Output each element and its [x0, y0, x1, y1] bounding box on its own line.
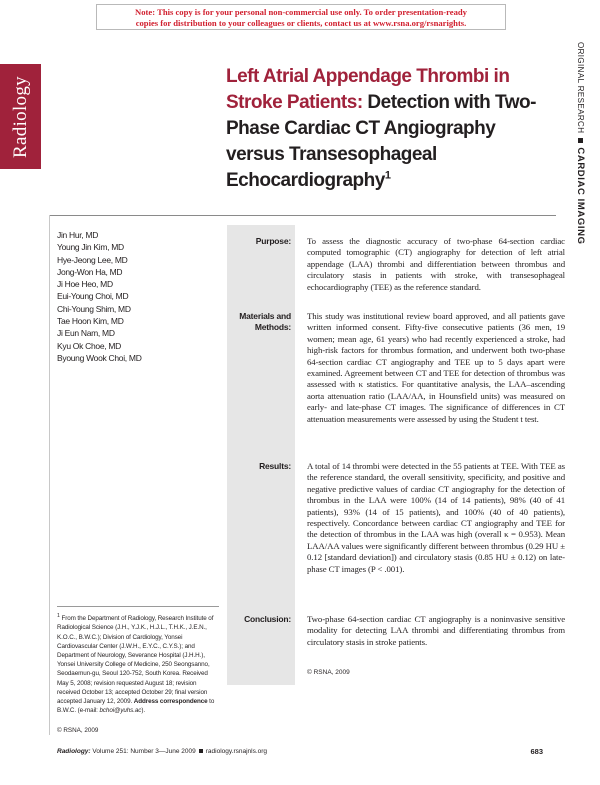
purpose-text: To assess the diagnostic accuracy of two-phase 64-section cardiac computed tomographic (CT) angiography for detection of left atrial appendage (LAA) thrombi and differentiation between thrombus and circulatory stasis in patients with stroke, with transesophageal echocardiography (TEE) as the reference standard. — [307, 236, 565, 292]
footnote-close: ). — [141, 707, 145, 715]
article-category-label — [566, 42, 590, 252]
author-item: Tae Hoon Kim, MD — [57, 316, 124, 327]
results-text: A total of 14 thrombi were detected in the 55 patients at TEE. With TEE as the reference standard, the overall sensitivity, specificity, and positive and negative predictive values of cardiac CT angiography for the detection of thrombus in the LAA were 100% (14 of 14 patients), 98% (40 of 41 patients), 93% (14 of 15 patients), and 100% (40 of 40 patients), respectively. Concordance between cardiac CT angiography and TEE for the detection of thrombus in the LAA was high (overall κ = 0.953). Mean LAA/AA values were significantly different between thrombus (0.29 HU ± 0.12 [standard deviation]) and circulatory stasis (0.85 HU ± 0.12) on late-phase CT images (P < .001). — [307, 461, 565, 574]
section-text: CARDIAC IMAGING — [575, 147, 586, 245]
title-rest: Detection with Two-Phase Cardiac CT Angiography versus Transesophageal Echocardiography — [226, 92, 536, 191]
square-bullet-icon — [199, 749, 203, 753]
results-heading: Results: — [259, 461, 291, 471]
author-item: Young Jin Kim, MD — [57, 242, 124, 253]
notice-line-1: Note: This copy is for your personal non-commercial use only. To order presentation-ready — [135, 7, 467, 17]
article-title — [226, 64, 556, 194]
header-divider — [49, 215, 556, 216]
author-item: Eui-Young Choi, MD — [57, 291, 129, 302]
author-item: Kyu Ok Choe, MD — [57, 340, 121, 351]
purpose-heading: Purpose: — [255, 236, 291, 246]
methods-heading-line-1: Materials and — [239, 311, 291, 321]
footer-citation: Volume 251: Number 3—June 2009 — [92, 748, 196, 755]
footnote-rule — [57, 606, 219, 607]
square-bullet-icon — [578, 138, 583, 143]
correspondence-label: Address correspondence — [133, 697, 208, 705]
category-text: ORIGINAL RESEARCH — [576, 42, 585, 134]
footnote-copyright: © RSNA, 2009 — [57, 727, 99, 734]
author-item: Ji Hoe Heo, MD — [57, 279, 113, 290]
personal-use-notice — [96, 4, 506, 30]
notice-line-2: copies for distribution to your colleagues or clients, contact us at www.rsna.org/rsnarights. — [135, 18, 467, 28]
conclusion-text: Two-phase 64-section cardiac CT angiography is a noninvasive sensitive modality for detecting LAA thrombi and differentiating thrombus from circulatory stasis in stroke patients. — [307, 614, 565, 647]
journal-tab-label: Radiology — [9, 75, 31, 158]
conclusion-heading: Conclusion: — [244, 614, 291, 624]
author-item: Byoung Wook Choi, MD — [57, 352, 142, 363]
left-column-rule — [49, 215, 50, 735]
author-item: Ji Eun Nam, MD — [57, 328, 115, 339]
title-footnote-marker: 1 — [384, 169, 391, 182]
footer-journal-name: Radiology: — [57, 748, 91, 755]
journal-tab — [0, 64, 41, 169]
title-bold: Left Atrial Appendage Thrombi in Stroke Patients: — [226, 66, 510, 113]
affiliation-footnote — [57, 612, 219, 715]
footnote-marker: 1 — [57, 613, 60, 619]
methods-heading-line-2: Methods: — [254, 322, 291, 332]
correspondence-text: to B.W.C. (e-mail: — [57, 697, 215, 715]
footnote-text: From the Department of Radiology, Research Institute of Radiological Science (J.H., Y.J.K., H.J.L., T.H.K., J.E.N., K.O.C., B.W.C.); Division of Cardiology, Yonsei Cardiovascular Center (J.W.H., E.Y.C., C.Y.S.); and Department of Neurology, Severance Hospital (J.H.H.), Yonsei University College of Medicine, 250 Seongsanno, Seodaemun-gu, Seoul 120-752, South Korea. Received May 5, 2008; revision requested August 18; revision received October 13; accepted October 29; final version accepted January 12, 2009. — [57, 615, 214, 705]
methods-text: This study was institutional review board approved, and all patients gave written informed consent. Fifty-five consecutive patients (36 men, 19 women; mean age, 61 years) who had recently experienced a stroke, had high-risk factors for thrombus formation, and underwent both two-phase 64-section cardiac CT angiography and TEE up to 5 days apart were examined. Agreement between CT and TEE for detection of thrombus was assessed with κ statistics. For quantitative analysis, the LAA–ascending aorta attenuation ratio (LAA/AA, in Hounsfield units) was measured on early- and late-phase CT images. The significance of differences in CT attenuation measurements were assessed by using the Student t test. — [307, 311, 565, 424]
page-number: 683 — [530, 747, 543, 756]
author-item: Chi-Young Shim, MD — [57, 303, 131, 314]
author-item: Jong-Won Ha, MD — [57, 266, 123, 277]
correspondence-email[interactable]: bchoi@yuhs.ac — [99, 707, 142, 715]
page-footer — [57, 746, 543, 758]
author-item: Hye-Jeong Lee, MD — [57, 254, 128, 265]
abstract-copyright: © RSNA, 2009 — [307, 669, 350, 676]
methods-heading — [227, 311, 291, 333]
author-list — [57, 229, 227, 364]
footer-website[interactable]: radiology.rsnajnls.org — [205, 748, 268, 755]
author-item: Jin Hur, MD — [57, 230, 99, 240]
